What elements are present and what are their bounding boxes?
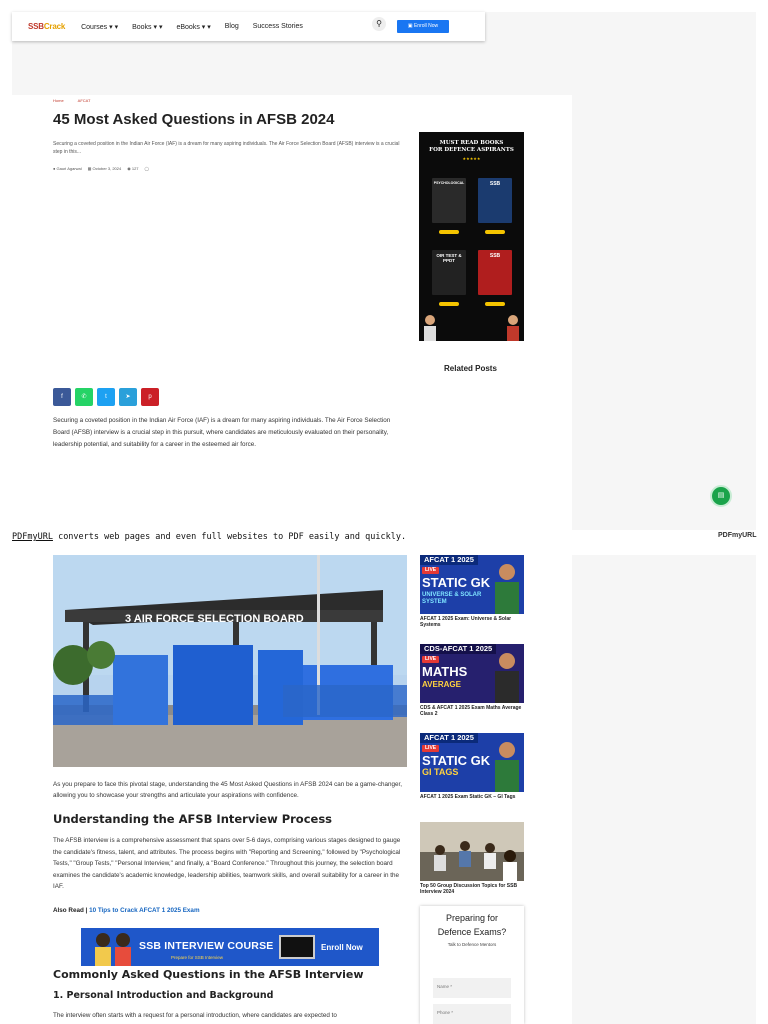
chat-icon[interactable]: ▤ bbox=[710, 485, 732, 507]
nav-ebooks[interactable]: eBooks ▾ ▾ bbox=[176, 23, 211, 31]
article-intro: Securing a coveted position in the Indian Air Force (IAF) is a dream for many aspiring individuals. The Air Force Selection Board (AFSB) interview is a crucial step in this pursuit, where candidates are meticulously evaluated on their personality, leadership potential, and suitability for a career in the esteemed air force. bbox=[53, 417, 391, 448]
page-1-background bbox=[12, 12, 756, 530]
site-logo[interactable]: SSBCrack bbox=[28, 22, 66, 31]
nav-books[interactable]: Books ▾ ▾ bbox=[132, 23, 163, 31]
related-posts-title: Related Posts bbox=[444, 364, 497, 373]
hero-sign-text: 3 AIR FORCE SELECTION BOARD bbox=[125, 613, 304, 625]
article-paragraph-3: The AFSB interview is a comprehensive assessment that spans over 5-6 days, comprising various stages designed to gauge the candidate's fitness, talent, and attributes. The process begins with "Reporting and Screening," followed by "Psychological Tests," "Group Tests," "Personal Interview," and finally, a "Board Conference." Throughout this journey, the selection board examines the candidate's academic knowledge, leadership abilities, teamwork skills, and overall suitability for a career in the IAF. bbox=[53, 837, 401, 890]
buy-now-3[interactable] bbox=[439, 302, 459, 306]
mentor-form bbox=[420, 906, 524, 1024]
comment-icon[interactable]: ◯ bbox=[144, 166, 150, 171]
twitter-share-icon[interactable]: t bbox=[97, 388, 115, 406]
pdfmyurl-logo[interactable]: PDFmyURL bbox=[718, 532, 757, 539]
article-paragraph-2: As you prepare to face this pivotal stage, understanding the 45 Most Asked Questions in AFSB 2024 can be a game-changer, allowing you to showcase your strengths and articulate your aspirations with confidence. bbox=[53, 781, 402, 799]
related-post-thumb-4[interactable] bbox=[420, 822, 524, 881]
banner-laptop bbox=[279, 935, 315, 959]
breadcrumb-home[interactable]: Home bbox=[53, 98, 64, 103]
instructor-photo bbox=[492, 739, 522, 792]
book-cover-2[interactable]: SSB bbox=[478, 178, 512, 223]
related-post-caption-3[interactable]: AFCAT 1 2025 Exam Static GK – GI Tags bbox=[420, 794, 516, 800]
article-excerpt: Securing a coveted position in the Indian Air Force (IAF) is a dream for many aspiring individuals. The Air Force Selection Board (AFSB) interview is a crucial step in this... bbox=[53, 141, 400, 155]
related-post-caption-1[interactable]: AFCAT 1 2025 Exam: Universe & Solar Systems bbox=[420, 616, 512, 628]
telegram-share-icon[interactable]: ➤ bbox=[119, 388, 137, 406]
pdfmyurl-link[interactable]: PDFmyURL bbox=[12, 532, 53, 542]
buy-now-1[interactable] bbox=[439, 230, 459, 234]
banner-mentors bbox=[91, 930, 135, 966]
share-buttons bbox=[53, 388, 159, 406]
instructor-photo bbox=[492, 561, 522, 614]
enroll-now-button[interactable]: ▣ Enroll Now bbox=[397, 20, 449, 33]
breadcrumb-afcat[interactable]: AFCAT bbox=[77, 98, 91, 103]
section-heading-questions: Commonly Asked Questions in the AFSB Interview bbox=[53, 968, 364, 981]
article-paragraph-4: The interview often starts with a request for a personal introduction, where candidates are expected to bbox=[53, 1012, 337, 1019]
nav-courses[interactable]: Courses ▾ ▾ bbox=[81, 23, 119, 31]
pdfmyurl-footer bbox=[0, 530, 768, 554]
buy-now-2[interactable] bbox=[485, 230, 505, 234]
related-post-thumb-3[interactable]: AFCAT 1 2025 LIVE STATIC GK GI TAGS bbox=[420, 733, 524, 792]
books-ad[interactable] bbox=[419, 132, 524, 341]
nav-menu bbox=[81, 23, 303, 31]
name-input[interactable]: Name * bbox=[433, 978, 511, 998]
form-title: Preparing for Defence Exams? bbox=[437, 913, 507, 937]
post-date: ▦ October 3, 2024 bbox=[87, 166, 122, 171]
banner-enroll-button[interactable]: Enroll Now bbox=[321, 943, 363, 952]
related-post-thumb-2[interactable]: CDS-AFCAT 1 2025 LIVE MATHS AVERAGE bbox=[420, 644, 524, 703]
facebook-share-icon[interactable]: f bbox=[53, 388, 71, 406]
book-cover-3[interactable]: OIR TEST & PPDT bbox=[432, 250, 466, 295]
phone-input[interactable]: Phone * bbox=[433, 1004, 511, 1024]
nav-success-stories[interactable]: Success Stories bbox=[252, 22, 303, 30]
book-cover-1[interactable]: PSYCHOLOGICAL bbox=[432, 178, 466, 223]
mentor-figure-right bbox=[504, 314, 522, 341]
mentor-figure-left bbox=[421, 314, 439, 341]
instructor-photo bbox=[492, 650, 522, 703]
article-title: 45 Most Asked Questions in AFSB 2024 bbox=[53, 111, 335, 128]
view-count: ◉ 127 bbox=[127, 166, 139, 171]
hero-image bbox=[53, 555, 407, 767]
ad-title: MUST READ BOOKS FOR DEFENCE ASPIRANTS bbox=[429, 140, 514, 153]
group-discussion-photo bbox=[420, 822, 524, 881]
also-read: Also Read | 10 Tips to Crack AFCAT 1 2025 Exam bbox=[53, 907, 200, 914]
author-name[interactable]: ● Gauri Agarwal bbox=[53, 166, 82, 171]
article-meta bbox=[53, 166, 149, 171]
form-subtitle: Talk to Defence Mentors bbox=[447, 942, 497, 947]
book-cover-4[interactable]: SSB bbox=[478, 250, 512, 295]
also-read-link[interactable]: 10 Tips to Crack AFCAT 1 2025 Exam bbox=[89, 907, 200, 914]
pdf-footer-text: PDFmyURL converts web pages and even full websites to PDF easily and quickly. bbox=[12, 532, 407, 542]
section-heading-process: Understanding the AFSB Interview Process bbox=[53, 812, 333, 826]
related-post-caption-4[interactable]: Top 50 Group Discussion Topics for SSB Interview 2024 bbox=[420, 883, 518, 895]
related-post-caption-2[interactable]: CDS & AFCAT 1 2025 Exam Maths Average Class 2 bbox=[420, 705, 522, 717]
banner-subtitle: Prepare for SSB Interview bbox=[171, 955, 224, 960]
related-post-thumb-1[interactable]: AFCAT 1 2025 LIVE STATIC GK UNIVERSE & SOLAR SYSTEM bbox=[420, 555, 524, 614]
search-icon[interactable]: ⚲ bbox=[372, 17, 386, 31]
whatsapp-share-icon[interactable]: ✆ bbox=[75, 388, 93, 406]
top-navbar bbox=[12, 12, 485, 41]
ad-rating: ★★★★★ bbox=[462, 156, 481, 161]
breadcrumb bbox=[53, 98, 91, 103]
buy-now-4[interactable] bbox=[485, 302, 505, 306]
pinterest-share-icon[interactable]: p bbox=[141, 388, 159, 406]
ssb-course-banner[interactable] bbox=[81, 928, 379, 966]
nav-blog[interactable]: Blog bbox=[224, 22, 239, 30]
banner-title: SSB INTERVIEW COURSE bbox=[139, 940, 274, 952]
subheading-introduction: 1. Personal Introduction and Background bbox=[53, 990, 274, 1001]
